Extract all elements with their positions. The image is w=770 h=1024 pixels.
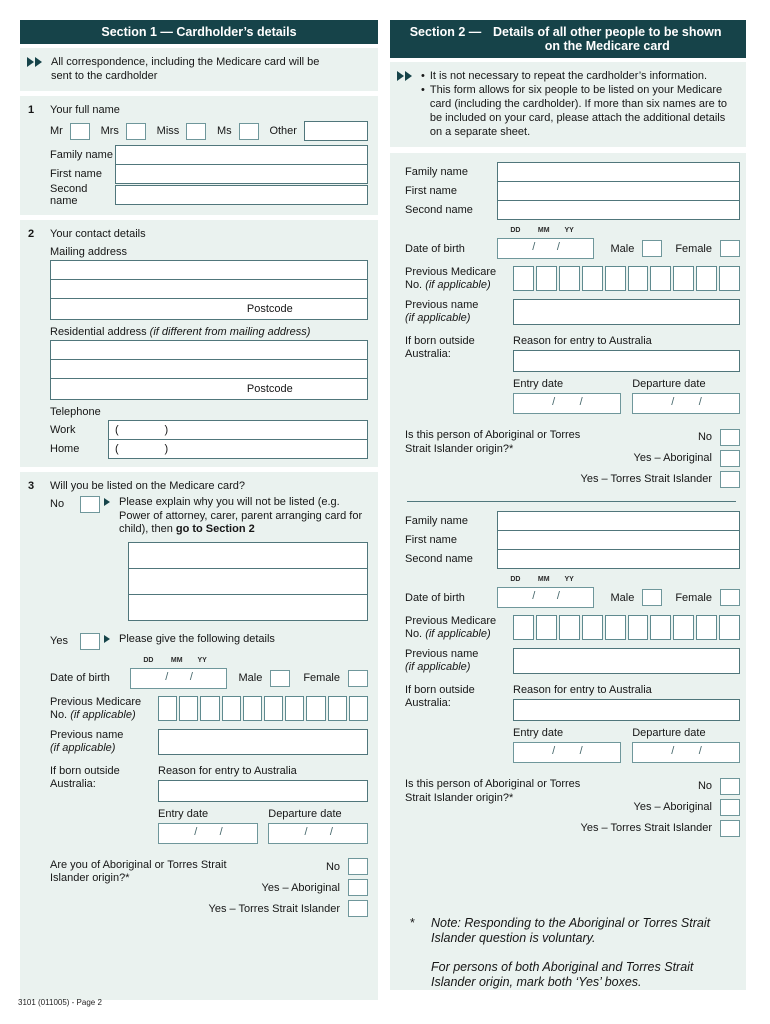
yes-tsi-checkbox[interactable] — [348, 900, 368, 917]
explanation-input-line1[interactable] — [128, 542, 368, 569]
no-checkbox[interactable] — [80, 496, 100, 513]
question-1-block — [20, 96, 378, 215]
person-block-1 — [405, 162, 740, 489]
dob-input[interactable]: DD MM YY / / — [497, 238, 594, 259]
male-checkbox[interactable] — [642, 589, 662, 606]
first-name-input[interactable] — [497, 181, 740, 201]
yes-instruction-text: Please give the following details — [119, 632, 275, 645]
aboriginal-no-label: No — [697, 780, 712, 792]
double-chevron-icon — [27, 55, 42, 83]
born-outside-label: If born outside Australia: — [405, 335, 475, 360]
reason-entry-label: Reason for entry to Australia — [513, 335, 652, 347]
yes-tsi-checkbox[interactable] — [720, 820, 740, 837]
aboriginal-no-label: No — [325, 860, 340, 873]
male-checkbox[interactable] — [270, 670, 290, 687]
prev-medicare-number-input[interactable] — [513, 266, 740, 292]
yes-tsi-label: Yes – Torres Strait Islander — [208, 902, 340, 915]
prev-medicare-label: Previous Medicare No. (if applicable) — [50, 695, 142, 721]
title-label-other: Other — [269, 125, 297, 137]
work-phone-label: Work — [50, 424, 76, 436]
reason-entry-label: Reason for entry to Australia — [513, 684, 652, 696]
yes-aboriginal-checkbox[interactable] — [720, 799, 740, 816]
entry-date-label: Entry date — [513, 727, 564, 739]
entry-date-input[interactable]: / / — [513, 742, 621, 763]
prev-name-label: Previous name (if applicable) — [405, 299, 479, 324]
section2-callout — [390, 62, 746, 147]
departure-date-input[interactable]: / / — [632, 742, 740, 763]
reason-entry-input[interactable] — [158, 780, 368, 802]
section1-column — [20, 20, 378, 1000]
female-checkbox[interactable] — [720, 589, 740, 606]
double-chevron-icon — [397, 69, 412, 139]
question-number: 1 — [28, 104, 35, 116]
section1-header — [20, 20, 378, 44]
yes-aboriginal-checkbox[interactable] — [348, 879, 368, 896]
prev-medicare-label: Previous Medicare No. (if applicable) — [405, 615, 497, 640]
checkbox-mrs[interactable] — [126, 123, 146, 140]
female-checkbox[interactable] — [348, 670, 368, 687]
female-checkbox[interactable] — [720, 240, 740, 257]
dd-label: DD — [143, 656, 154, 664]
question-label: Will you be listed on the Medicare card? — [50, 480, 246, 492]
yes-tsi-label: Yes – Torres Strait Islander — [580, 822, 712, 834]
male-label: Male — [610, 591, 635, 604]
prev-name-input[interactable] — [513, 299, 740, 325]
yes-aboriginal-label: Yes – Aboriginal — [261, 881, 340, 894]
work-phone-input[interactable]: ( ) — [108, 420, 368, 440]
second-name-input[interactable] — [497, 200, 740, 220]
male-checkbox[interactable] — [642, 240, 662, 257]
dob-label: Date of birth — [405, 242, 465, 255]
entry-date-input[interactable]: / / — [158, 823, 258, 844]
question-3-block — [20, 472, 378, 1000]
title-options-row — [50, 121, 368, 141]
question-number: 3 — [28, 480, 35, 492]
yes-aboriginal-label: Yes – Aboriginal — [633, 801, 712, 813]
question-label: Your full name — [50, 104, 120, 116]
first-name-input[interactable] — [497, 530, 740, 550]
family-name-label: Family name — [405, 166, 468, 178]
aboriginal-question: Are you of Aboriginal or Torres Strait Islander origin?* — [50, 858, 227, 884]
yes-aboriginal-label: Yes – Aboriginal — [633, 452, 712, 464]
prev-medicare-number-input[interactable] — [158, 696, 368, 722]
no-label: No — [50, 498, 65, 510]
mailing-address-line2[interactable] — [50, 279, 368, 299]
mm-label: MM — [537, 576, 550, 583]
departure-date-input[interactable]: / / — [268, 823, 368, 844]
prev-medicare-number-input[interactable] — [513, 615, 740, 641]
title-label-mrs: Mrs — [100, 125, 119, 137]
telephone-label: Telephone — [50, 406, 101, 418]
first-name-label: First name — [50, 168, 102, 180]
second-name-input[interactable] — [497, 549, 740, 569]
dob-input[interactable]: DD MM YY / / — [497, 587, 594, 608]
mm-label: MM — [537, 227, 550, 234]
departure-date-label: Departure date — [268, 807, 342, 820]
residential-address-line1[interactable] — [50, 340, 368, 360]
female-label: Female — [675, 591, 712, 604]
mailing-address-label: Mailing address — [50, 246, 128, 258]
second-name-input[interactable] — [115, 185, 368, 205]
aboriginal-no-checkbox[interactable] — [720, 429, 740, 446]
question-label: Your contact details — [50, 228, 146, 240]
note-asterisk: * — [410, 916, 415, 930]
yes-aboriginal-checkbox[interactable] — [720, 450, 740, 467]
yy-label: YY — [197, 656, 207, 664]
family-name-label: Family name — [50, 149, 113, 161]
section2-title-prefix: Section 2 — — [409, 25, 482, 39]
dob-label: Date of birth — [50, 672, 110, 684]
title-label-mr: Mr — [50, 125, 63, 137]
home-phone-label: Home — [50, 443, 80, 455]
voluntary-note — [405, 916, 740, 990]
second-name-label: Second name — [405, 204, 473, 216]
first-name-input[interactable] — [115, 164, 368, 184]
mailing-address-line1[interactable] — [50, 260, 368, 280]
no-explanation-text: Please explain why you will not be listed (e.g. Power of attorney, carer, parent arranging card for child), then go to Section 2 — [119, 496, 363, 535]
form-footer: 3101 (011005) - Page 2 — [18, 998, 102, 1007]
section1-title: Section 1 — Cardholder’s details — [101, 25, 297, 39]
section1-callout — [20, 48, 378, 91]
checkbox-ms[interactable] — [239, 123, 259, 140]
prev-name-input[interactable] — [158, 729, 368, 755]
aboriginal-no-label: No — [697, 431, 712, 443]
family-name-input[interactable] — [497, 511, 740, 531]
section2-header — [390, 20, 746, 58]
male-label: Male — [238, 672, 263, 684]
first-name-label: First name — [405, 534, 457, 546]
person-divider — [407, 501, 736, 502]
second-name-label: Second name — [405, 553, 473, 565]
family-name-input[interactable] — [497, 162, 740, 182]
second-name-label: Second name — [50, 183, 88, 207]
section2-person-section — [390, 153, 746, 990]
person-block-2 — [405, 511, 740, 838]
prev-name-label: Previous name (if applicable) — [50, 728, 124, 754]
checkbox-miss[interactable] — [186, 123, 206, 140]
residential-postcode-row[interactable] — [50, 378, 368, 400]
female-label: Female — [303, 672, 340, 684]
aboriginal-question: Is this person of Aboriginal or Torres Strait Islander origin?* — [405, 778, 581, 804]
entry-date-input[interactable]: / / — [513, 393, 621, 414]
note-paragraph-2: For persons of both Aboriginal and Torres Strait Islander origin, mark both ‘Yes’ boxes. — [431, 960, 694, 989]
family-name-input[interactable] — [115, 145, 368, 165]
mm-label: MM — [170, 656, 183, 664]
explanation-input-line3[interactable] — [128, 594, 368, 621]
callout-bullet: • This form allows for six people to be listed on your Medicare card (including the cardholder). If more than six names are to be included on your card, please attach the additional details on a separate sheet. — [421, 84, 728, 138]
yes-checkbox[interactable] — [80, 633, 100, 650]
dd-label: DD — [510, 576, 521, 583]
prev-name-input[interactable] — [513, 648, 740, 674]
yy-label: YY — [564, 576, 574, 583]
male-label: Male — [610, 242, 635, 255]
question-2-block — [20, 220, 378, 467]
reason-entry-input[interactable] — [513, 350, 740, 372]
yes-tsi-label: Yes – Torres Strait Islander — [580, 473, 712, 485]
dob-input[interactable]: DD MM YY / / — [130, 668, 227, 689]
yy-label: YY — [564, 227, 574, 234]
prev-name-label: Previous name (if applicable) — [405, 648, 479, 673]
title-label-miss: Miss — [156, 125, 180, 137]
postcode-label: Postcode — [246, 303, 293, 315]
family-name-label: Family name — [405, 515, 468, 527]
callout-text: All correspondence, including the Medicare card will be sent to the cardholder — [51, 56, 320, 82]
explanation-input-line2[interactable] — [128, 568, 368, 595]
reason-entry-label: Reason for entry to Australia — [158, 764, 297, 777]
yes-label: Yes — [50, 634, 68, 647]
mailing-postcode-row[interactable] — [50, 298, 368, 320]
pointer-triangle-icon — [104, 498, 110, 506]
pointer-triangle-icon — [104, 635, 110, 643]
entry-date-label: Entry date — [513, 378, 564, 390]
postcode-label: Postcode — [246, 383, 293, 395]
aboriginal-no-checkbox[interactable] — [348, 858, 368, 875]
residential-address-label: Residential address (if different from mailing address) — [50, 326, 311, 338]
title-label-ms: Ms — [217, 125, 232, 137]
yes-tsi-checkbox[interactable] — [720, 471, 740, 488]
born-outside-label: If born outside Australia: — [405, 684, 475, 709]
entry-date-label: Entry date — [158, 807, 209, 820]
departure-date-label: Departure date — [632, 727, 706, 739]
aboriginal-no-checkbox[interactable] — [720, 778, 740, 795]
dob-label: Date of birth — [405, 591, 465, 604]
prev-medicare-label: Previous Medicare No. (if applicable) — [405, 266, 497, 291]
residential-address-line2[interactable] — [50, 359, 368, 379]
section2-column — [390, 20, 746, 990]
departure-date-label: Departure date — [632, 378, 706, 390]
home-phone-input[interactable]: ( ) — [108, 439, 368, 459]
checkbox-mr[interactable] — [70, 123, 90, 140]
reason-entry-input[interactable] — [513, 699, 740, 721]
born-outside-label: If born outside Australia: — [50, 764, 120, 790]
departure-date-input[interactable]: / / — [632, 393, 740, 414]
section2-title: Details of all other people to be shown on the Medicare card — [493, 25, 722, 53]
question-number: 2 — [28, 228, 35, 240]
dd-label: DD — [510, 227, 521, 234]
aboriginal-question: Is this person of Aboriginal or Torres Strait Islander origin?* — [405, 429, 581, 455]
callout-bullet: • It is not necessary to repeat the cardholder’s information. — [421, 70, 708, 82]
other-title-input[interactable] — [304, 121, 368, 141]
note-paragraph-1: Note: Responding to the Aboriginal or Torres Strait Islander question is voluntary. — [431, 916, 711, 945]
first-name-label: First name — [405, 185, 457, 197]
female-label: Female — [675, 242, 712, 255]
